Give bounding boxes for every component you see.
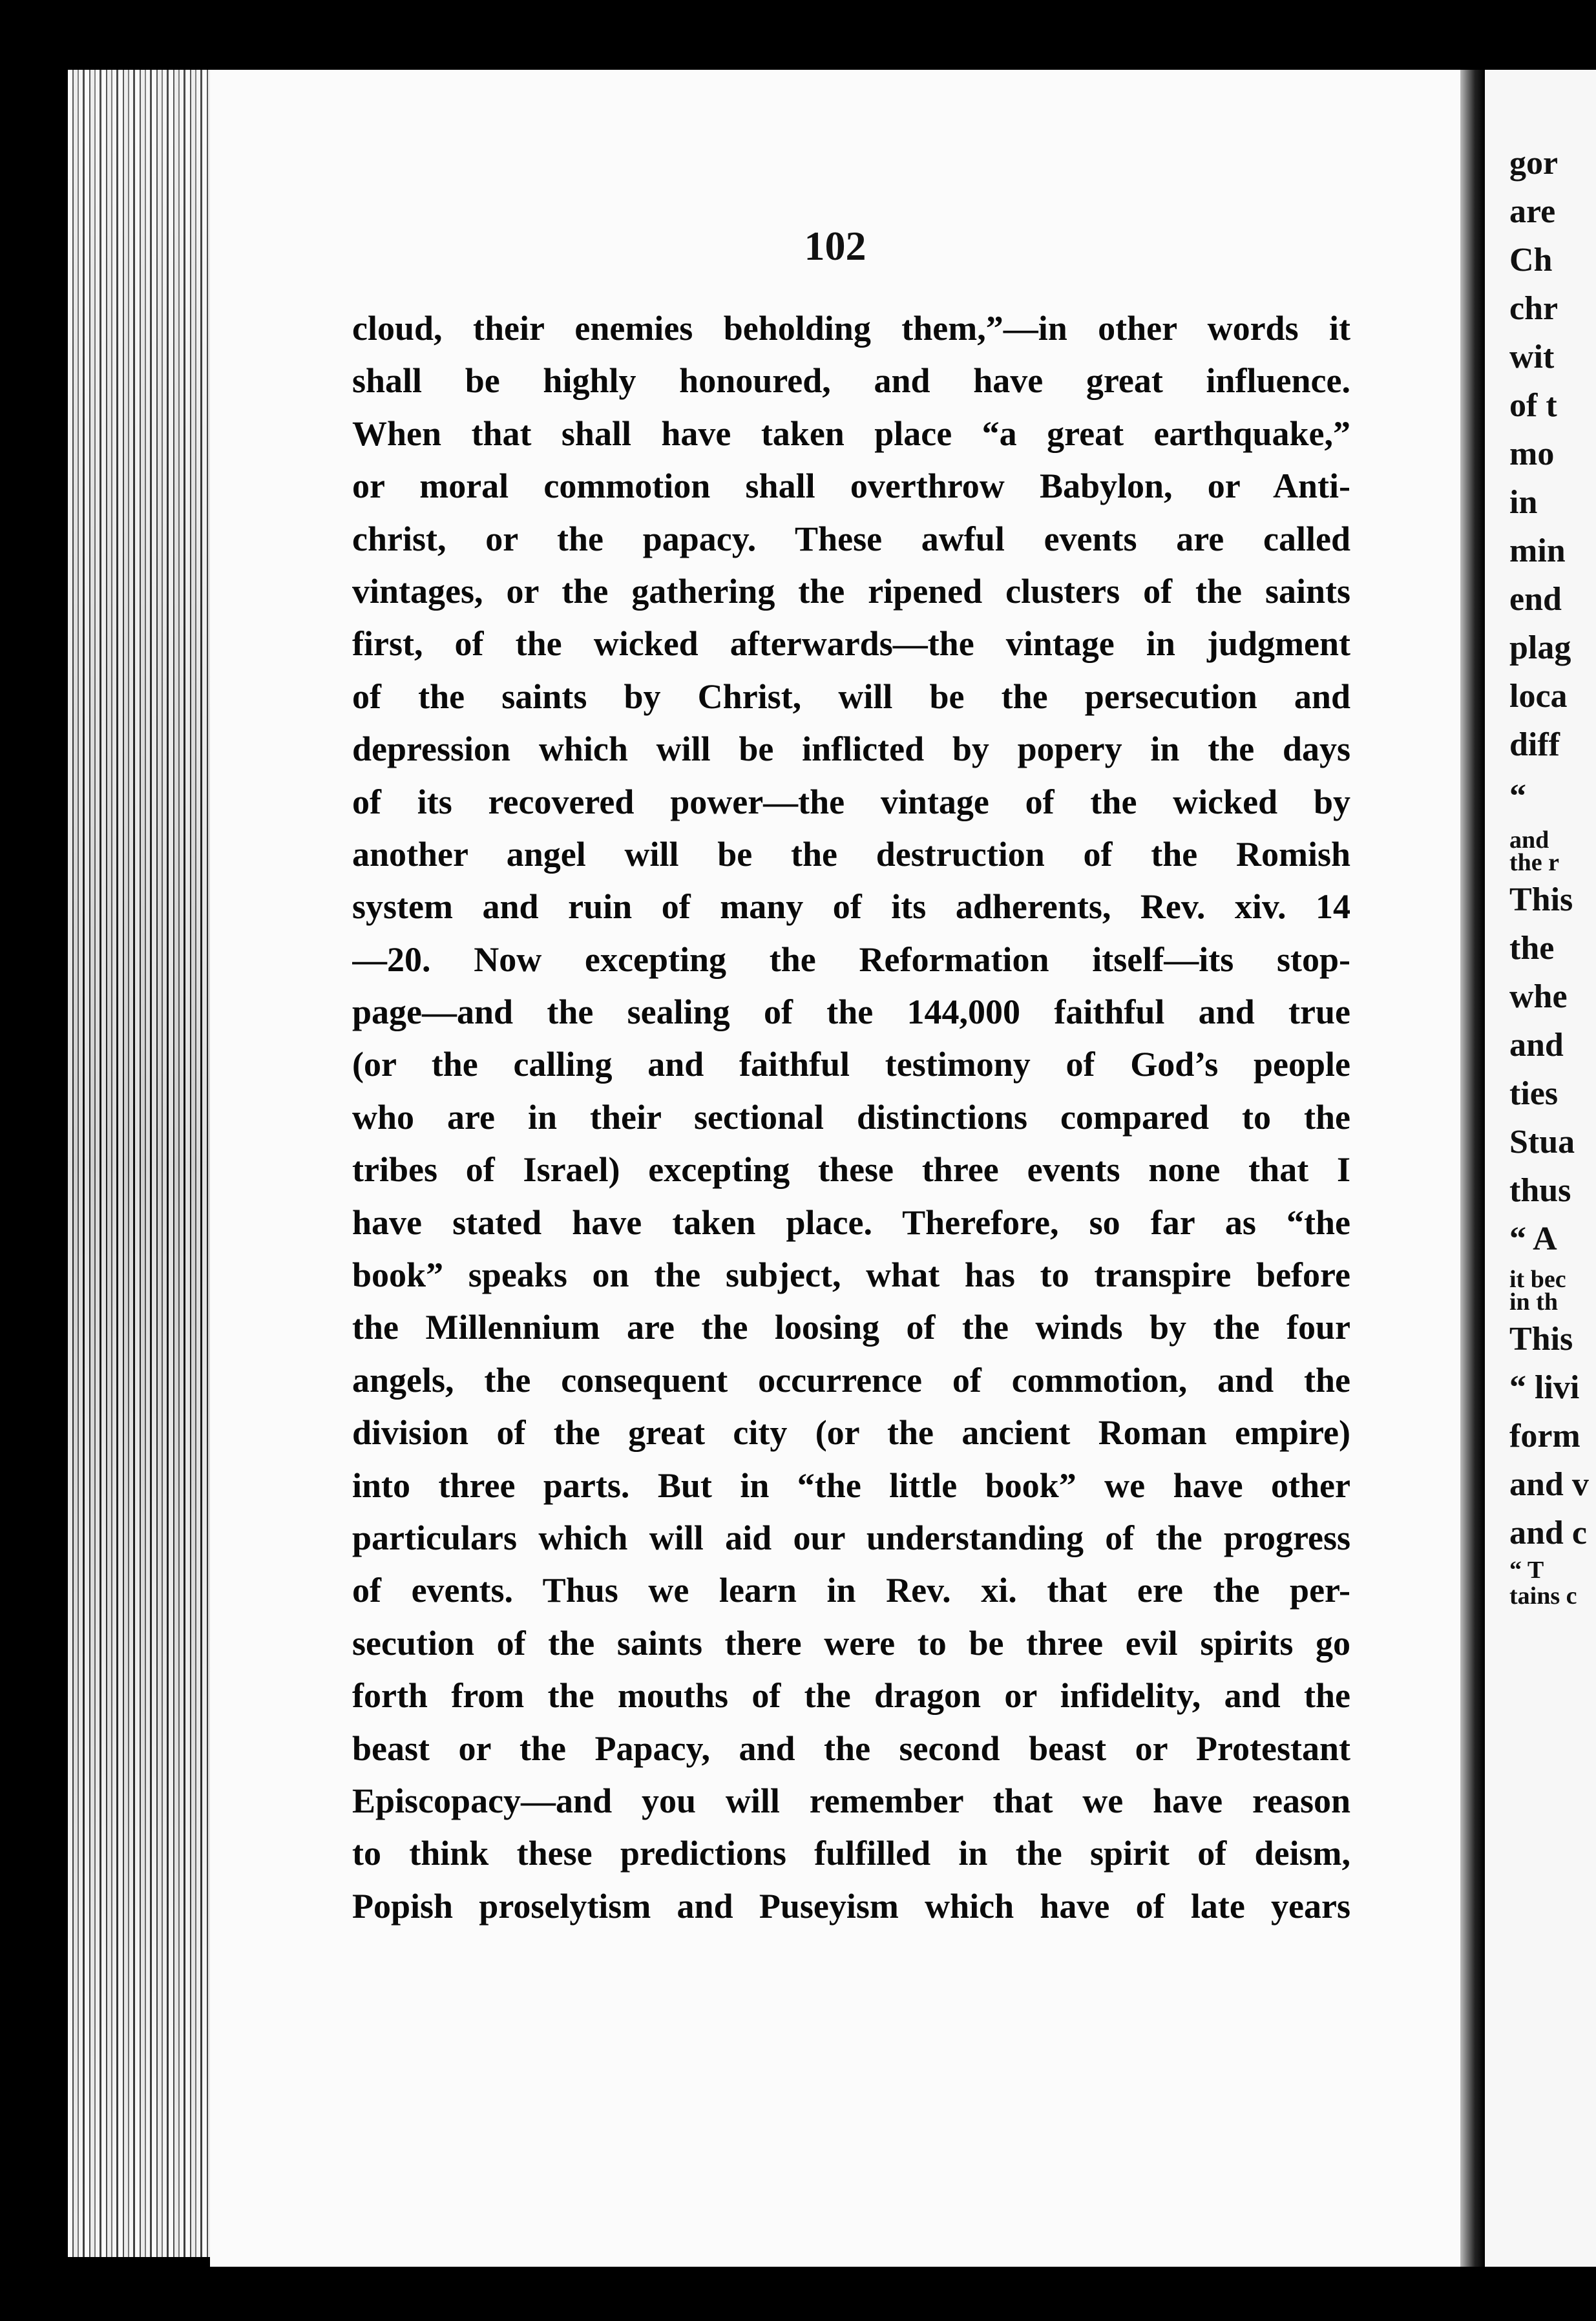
right-page-text-fragment: tains c	[1509, 1582, 1577, 1610]
text-line: angels, the consequent occurrence of commotion, and the	[352, 1360, 1350, 1400]
right-page-text-fragment: form	[1509, 1418, 1580, 1455]
text-line: tribes of Israel) excepting these three events none that I	[352, 1150, 1350, 1190]
text-line: vintages, or the gathering the ripened clusters of the saints	[352, 571, 1350, 611]
right-page-text-fragment: “ A	[1509, 1221, 1557, 1257]
text-line: particulars which will aid our understanding of the progress	[352, 1518, 1350, 1557]
right-page-fragment	[1485, 70, 1596, 2267]
right-page-text-fragment: min	[1509, 532, 1566, 569]
text-line: (or the calling and faithful testimony of God’s people	[352, 1045, 1350, 1084]
right-page-text-fragment: wit	[1509, 339, 1555, 375]
right-page-text-fragment: and	[1509, 1027, 1564, 1064]
text-line: Popish proselytism and Puseyism which have of late years	[352, 1886, 1350, 1926]
body-text	[352, 302, 1350, 1933]
right-page-text-fragment: loca	[1509, 678, 1568, 715]
right-page-text-fragment: and v	[1509, 1466, 1589, 1503]
text-line: —20. Now excepting the Reformation itself—its stop-	[352, 940, 1350, 979]
text-line: christ, or the papacy. These awful events are called	[352, 519, 1350, 558]
left-page	[210, 70, 1460, 2267]
text-line: first, of the wicked afterwards—the vintage in judgment	[352, 624, 1350, 664]
right-page-text-fragment: whe	[1509, 978, 1568, 1015]
right-page-text-fragment: the r	[1509, 849, 1560, 876]
right-page-text-fragment: and c	[1509, 1515, 1587, 1551]
right-page-text-fragment: it bec	[1509, 1266, 1566, 1293]
text-line: forth from the mouths of the dragon or infidelity, and the	[352, 1676, 1350, 1716]
text-line: Episcopacy—and you will remember that we have reason	[352, 1781, 1350, 1820]
text-line: division of the great city (or the ancient Roman empire)	[352, 1413, 1350, 1453]
right-page-text-fragment: This	[1509, 1321, 1573, 1358]
text-line: or moral commotion shall overthrow Babylon, or Anti-	[352, 467, 1350, 506]
right-page-text-fragment: in	[1509, 484, 1538, 521]
text-line: of events. Thus we learn in Rev. xi. that ere the per-	[352, 1571, 1350, 1610]
book-gutter	[1460, 70, 1485, 2267]
right-page-text-fragment: This	[1509, 881, 1573, 918]
text-line: shall be highly honoured, and have great influence.	[352, 361, 1350, 401]
right-page-text-fragment: of t	[1509, 387, 1557, 424]
text-line: secution of the saints there were to be three evil spirits go	[352, 1623, 1350, 1663]
right-page-text-fragment: chr	[1509, 290, 1559, 327]
right-page-text-fragment: diff	[1509, 726, 1560, 763]
text-line: depression which will be inflicted by popery in the days	[352, 730, 1350, 769]
right-page-text-fragment: ties	[1509, 1075, 1559, 1112]
page-edges	[68, 70, 216, 2257]
text-line: into three parts. But in “the little book” we have other	[352, 1465, 1350, 1505]
text-line: beast or the Papacy, and the second beast or Protestant	[352, 1728, 1350, 1768]
right-page-text-fragment: “	[1509, 778, 1526, 815]
right-page-text-fragment: gor	[1509, 145, 1559, 182]
right-page-text-fragment: and	[1509, 826, 1549, 854]
right-page-text-fragment: end	[1509, 581, 1562, 618]
text-line: another angel will be the destruction of the Romish	[352, 834, 1350, 874]
text-line: have stated have taken place. Therefore, so far as “the	[352, 1203, 1350, 1242]
right-page-text-fragment: “ livi	[1509, 1369, 1580, 1406]
text-line: page—and the sealing of the 144,000 faithful and true	[352, 992, 1350, 1032]
text-line: of its recovered power—the vintage of the wicked by	[352, 782, 1350, 821]
text-line: cloud, their enemies beholding them,”—in other words it	[352, 309, 1350, 348]
right-page-text-fragment: are	[1509, 193, 1556, 230]
right-page-text-fragment: Ch	[1509, 242, 1553, 278]
text-line: system and ruin of many of its adherents, Rev. xiv. 14	[352, 887, 1350, 927]
text-line: book” speaks on the subject, what has to transpire before	[352, 1255, 1350, 1295]
right-page-text-fragment: the	[1509, 930, 1555, 967]
right-page-text-fragment: “ T	[1509, 1557, 1544, 1584]
text-line: who are in their sectional distinctions compared to the	[352, 1097, 1350, 1137]
text-line: to think these predictions fulfilled in the spirit of deism,	[352, 1834, 1350, 1873]
right-page-text-fragment: plag	[1509, 629, 1571, 666]
right-page-text-fragment: mo	[1509, 436, 1555, 472]
text-line: When that shall have taken place “a great earthquake,”	[352, 414, 1350, 453]
right-page-text-fragment: Stua	[1509, 1124, 1575, 1160]
text-line: the Millennium are the loosing of the winds by the four	[352, 1308, 1350, 1347]
right-page-text-fragment: thus	[1509, 1172, 1571, 1209]
page-number: 102	[804, 223, 866, 269]
right-page-text-fragment: in th	[1509, 1288, 1558, 1316]
text-line: of the saints by Christ, will be the persecution and	[352, 677, 1350, 716]
